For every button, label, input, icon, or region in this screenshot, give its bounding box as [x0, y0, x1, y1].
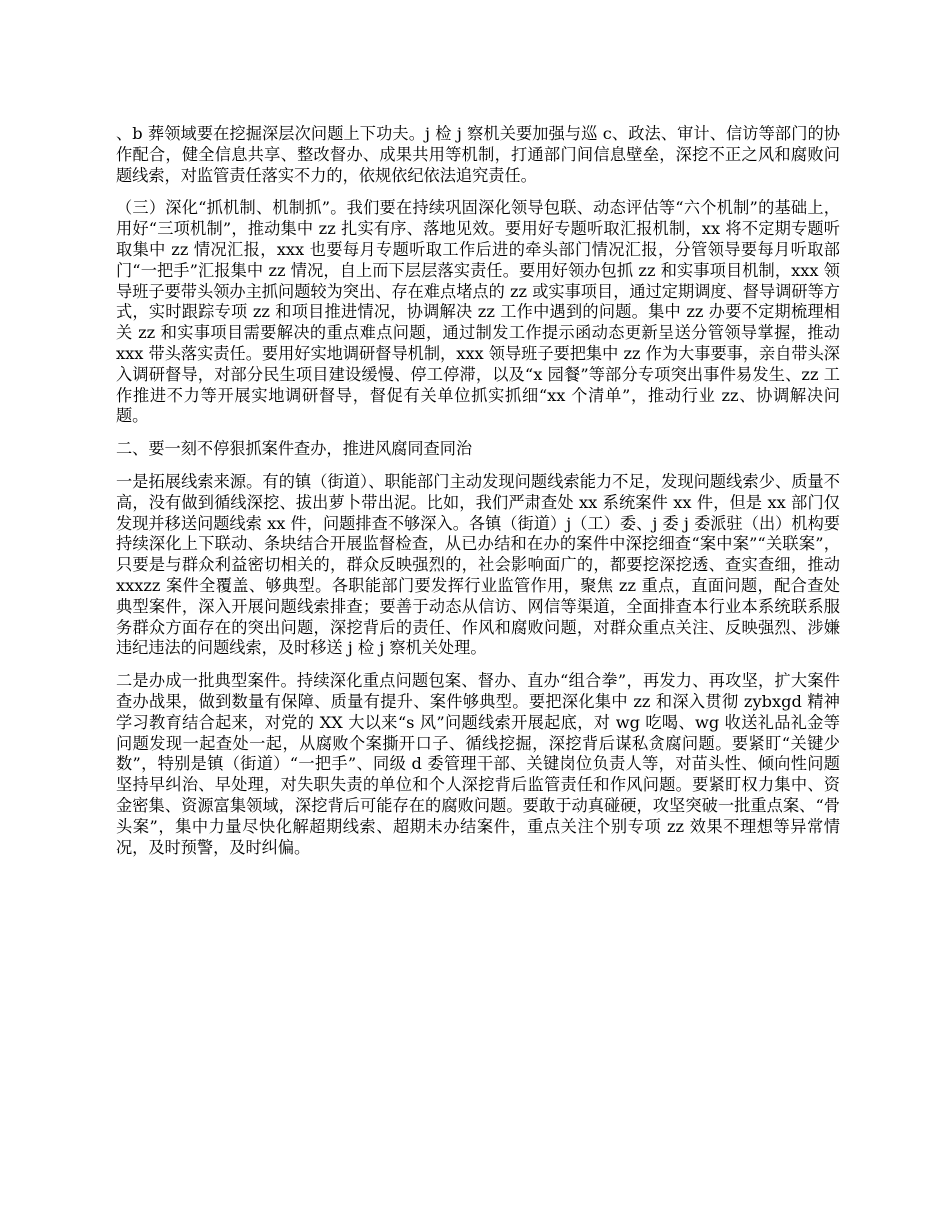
document-body	[116, 124, 840, 870]
section-heading-case-investigation: 二、要一刻不停狠抓案件查办，推进风腐同查同治	[116, 439, 473, 459]
paragraph-typical-cases: 二是办成一批典型案件。持续深化重点问题包案、督办、直办“组合拳”，再发力、再攻坚，扩大案件查办战果，做到数量有保障、质量有提升、案件够典型。要把深化集中 zz 和深入贯彻 zybxgd 精神学习教育结合起来，对党的 XX 大以来“s 风”问题线索开展起底，对 wg 吃喝、wg 收送礼品礼金等问题发现一起查处一起，从腐败个案撕开口子、循线挖掘，深挖背后谋私贪腐问题。要紧盯“关键少数”，特别是镇（街道）“一把手”、同级 d 委管理干部、关键岗位负责人等，对苗头性、倾向性问题坚持早纠治、早处理，对失职失责的单位和个人深挖背后监管责任和作风问题。要紧盯权力集中、资金密集、资源富集领域，深挖背后可能存在的腐败问题。要敢于动真碰硬，攻坚突破一批重点案、“骨头案”，集中力量尽快化解超期线索、超期未办结案件，重点关注个别专项 zz 效果不理想等异常情况，及时预警，及时纠偏。	[116, 671, 840, 857]
paragraph-oversight-coordination: 、b 葬领域要在挖掘深层次问题上下功夫。j 检 j 察机关要加强与巡 c、政法、审计、信访等部门的协作配合，健全信息共享、整改督办、成果共用等机制，打通部门间信息壁垒，深挖不正之风和腐败问题线索，对监管责任落实不力的，依规依纪依法追究责任。	[116, 124, 840, 185]
paragraph-expand-clue-sources: 一是拓展线索来源。有的镇（街道）、职能部门主动发现问题线索能力不足，发现问题线索少、质量不高，没有做到循线深挖、拔出萝卜带出泥。比如，我们严肃查处 xx 系统案件 xx 件，但是 xx 部门仅发现并移送问题线索 xx 件，问题排查不够深入。各镇（街道）j（工）委、j 委 j 委派驻（出）机构要持续深化上下联动、条块结合开展监督检查，从已办结和在办的案件中深挖细查“案中案”“关联案”，只要是与群众利益密切相关的，群众反映强烈的，社会影响面广的，都要挖深挖透、查实查细，推动 xxxzz 案件全覆盖、够典型。各职能部门要发挥行业监管作用，聚焦 zz 重点，直面问题，配合查处典型案件，深入开展问题线索排查；要善于动态从信访、网信等渠道，全面排查本行业本系统联系服务群众方面存在的突出问题，深挖背后的责任、作风和腐败问题，对群众重点关注、反映强烈、涉嫌违纪违法的问题线索，及时移送 j 检 j 察机关处理。	[116, 471, 840, 658]
paragraph-mechanism-section: （三）深化“抓机制、机制抓”。我们要在持续巩固深化领导包联、动态评估等“六个机制”的基础上，用好“三项机制”，推动集中 zz 扎实有序、落地见效。要用好专题听取汇报机制，xx 将不定期专题听取集中 zz 情况汇报，xxx 也要每月专题听取工作后进的牵头部门情况汇报，分管领导要每月听取部门“一把手”汇报集中 zz 情况，自上而下层层落实责任。要用好领办包抓 zz 和实事项目机制，xxx 领导班子要带头领办主抓问题较为突出、存在难点堵点的 zz 或实事项目，通过定期调度、督导调研等方式，实时跟踪专项 zz 和项目推进情况，协调解决 zz 工作中遇到的问题。集中 zz 办要不定期梳理相关 zz 和实事项目需要解决的重点难点问题，通过制发工作提示函动态更新呈送分管领导掌握，推动 xxx 带头落实责任。要用好实地调研督导机制，xxx 领导班子要把集中 zz 作为大事要事，亲自带头深入调研督导，对部分民生项目建设缓慢、停工停滞，以及“x 园餐”等部分专项突出事件易发生、zz 工作推进不力等开展实地调研督导，督促有关单位抓实抓细“xx 个清单”，推动行业 zz、协调解决问题。	[116, 198, 840, 426]
